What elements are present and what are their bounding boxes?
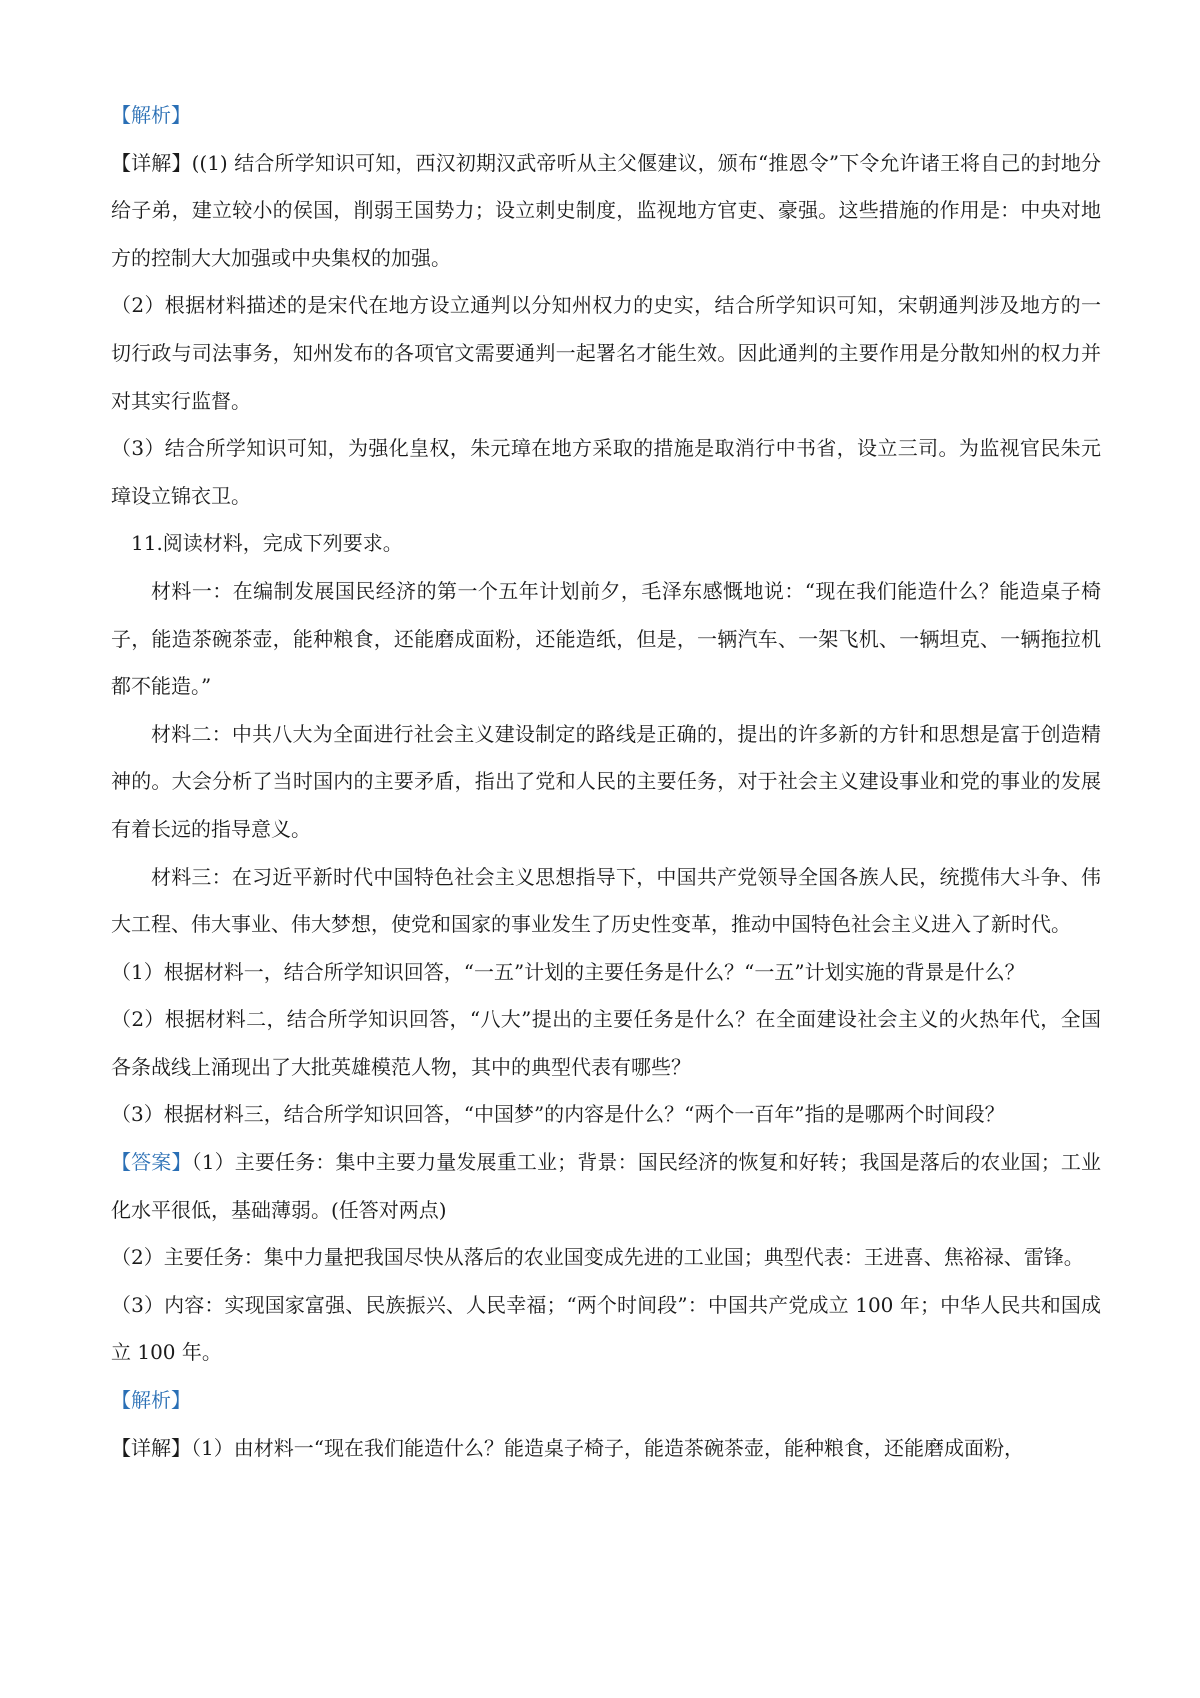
- answer-paragraph-1: [111, 1139, 1101, 1234]
- material-1: [111, 568, 1101, 711]
- material-text: 材料三：在习近平新时代中国特色社会主义思想指导下，中国共产党领导全国各族人民，统揽伟大斗争、伟大工程、伟大事业、伟大梦想，使党和国家的事业发生了历史性变革，推动中国特色社会主义进入了新时代。: [111, 864, 1101, 937]
- answer-text: （1）主要任务：集中主要力量发展重工业；背景：国民经济的恢复和好转；我国是落后的农业国；工业化水平很低，基础薄弱。(任答对两点): [111, 1150, 1101, 1222]
- analysis-heading-2: [111, 1377, 1101, 1425]
- detail-paragraph-3: [111, 425, 1101, 520]
- sub-question-2: [111, 996, 1101, 1091]
- sub-question-text: （1）根据材料一，结合所学知识回答，“一五”计划的主要任务是什么？“一五”计划实施的背景是什么？: [111, 959, 1025, 984]
- sub-question-text: （3）根据材料三，结合所学知识回答，“中国梦”的内容是什么？“两个一百年”指的是哪两个时间段？: [111, 1102, 1005, 1127]
- answer-paragraph-2: [111, 1234, 1101, 1282]
- analysis-heading-1: [111, 92, 1101, 140]
- analysis-tag: 【解析】: [111, 1388, 191, 1413]
- detail-paragraph-4: [111, 1425, 1101, 1473]
- question-text: 11.阅读材料，完成下列要求。: [131, 531, 403, 556]
- question-11-title: [111, 520, 1101, 568]
- detail-text: （1）由材料一“现在我们能造什么？能造桌子椅子，能造茶碗茶壶，能种粮食，还能磨成面粉，: [191, 1435, 1024, 1460]
- answer-paragraph-3: [111, 1282, 1101, 1377]
- document-page: [111, 92, 1101, 1472]
- sub-question-text: （2）根据材料二，结合所学知识回答，“八大”提出的主要任务是什么？在全面建设社会主义的火热年代，全国各条战线上涌现出了大批英雄模范人物，其中的典型代表有哪些？: [111, 1007, 1101, 1079]
- material-3: [111, 854, 1101, 949]
- detail-text: （3）结合所学知识可知，为强化皇权，朱元璋在地方采取的措施是取消行中书省，设立三司。为监视官民朱元璋设立锦衣卫。: [111, 436, 1101, 508]
- answer-tag: 【答案】: [111, 1150, 192, 1175]
- detail-label: 【详解】: [111, 150, 192, 175]
- detail-paragraph-2: [111, 282, 1101, 425]
- answer-text: （3）内容：实现国家富强、民族振兴、人民幸福；“两个时间段”：中国共产党成立 100 年；中华人民共和国成立 100 年。: [111, 1292, 1101, 1365]
- analysis-tag: 【解析】: [111, 103, 191, 127]
- material-text: 材料一：在编制发展国民经济的第一个五年计划前夕，毛泽东感慨地说：“现在我们能造什么？能造桌子椅子，能造茶碗茶壶，能种粮食，还能磨成面粉，还能造纸，但是，一辆汽车、一架飞机、一辆坦克、一辆拖拉机都不能造。”: [111, 578, 1101, 699]
- sub-question-1: [111, 949, 1101, 997]
- material-2: [111, 711, 1101, 854]
- detail-text: ((1) 结合所学知识可知，西汉初期汉武帝听从主父偃建议，颁布“推恩令”下令允许诸王将自己的封地分给子弟，建立较小的侯国，削弱王国势力；设立刺史制度，监视地方官吏、豪强。这些措施的作用是：中央对地方的控制大大加强或中央集权的加强。: [111, 150, 1101, 270]
- detail-text: （2）根据材料描述的是宋代在地方设立通判以分知州权力的史实，结合所学知识可知，宋朝通判涉及地方的一切行政与司法事务，知州发布的各项官文需要通判一起署名才能生效。因此通判的主要作用是分散知州的权力并对其实行监督。: [111, 293, 1101, 413]
- material-text: 材料二：中共八大为全面进行社会主义建设制定的路线是正确的，提出的许多新的方针和思想是富于创造精神的。大会分析了当时国内的主要矛盾，指出了党和人民的主要任务，对于社会主义建设事业和党的事业的发展有着长远的指导意义。: [111, 721, 1101, 841]
- sub-question-3: [111, 1091, 1101, 1139]
- detail-label: 【详解】: [111, 1435, 191, 1460]
- detail-paragraph-1: [111, 140, 1101, 283]
- answer-text: （2）主要任务：集中力量把我国尽快从落后的农业国变成先进的工业国；典型代表：王进喜、焦裕禄、雷锋。: [111, 1245, 1084, 1270]
